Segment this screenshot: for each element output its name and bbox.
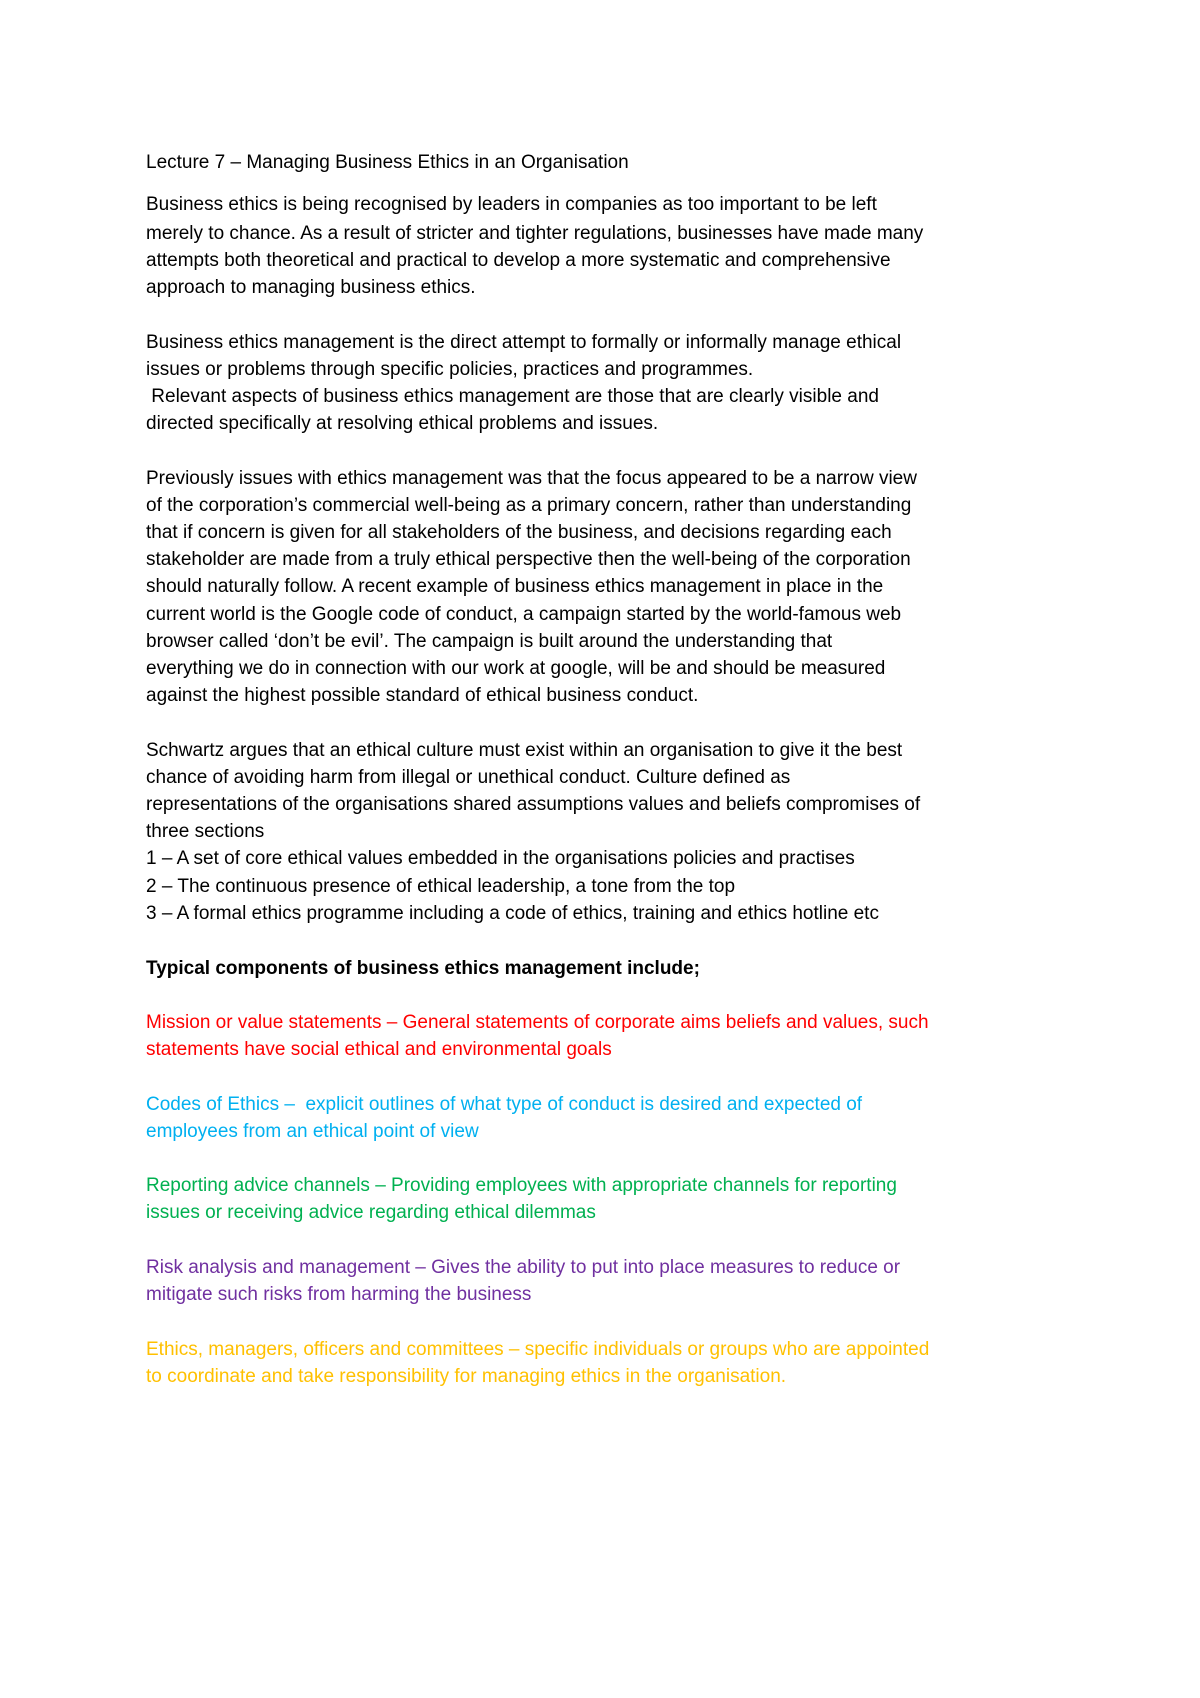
list-item: 3 – A formal ethics programme including a code of ethics, training and ethics hotline etc [146, 903, 879, 924]
text-line: Previously issues with ethics management was that the focus appeared to be a narrow view [146, 468, 917, 489]
text-line: Mission or value statements – General statements of corporate aims beliefs and values, such [146, 1012, 929, 1033]
text-line: should naturally follow. A recent example of business ethics management in place in the [146, 576, 884, 597]
text-line: Codes of Ethics – explicit outlines of what type of conduct is desired and expected of [146, 1094, 863, 1115]
text-line: Relevant aspects of business ethics management are those that are clearly visible and [146, 386, 879, 407]
list-item: 1 – A set of core ethical values embedded in the organisations policies and practises [146, 848, 855, 869]
text-line: issues or problems through specific policies, practices and programmes. [146, 359, 754, 380]
text-line: against the highest possible standard of ethical business conduct. [146, 685, 699, 706]
text-line: directed specifically at resolving ethical problems and issues. [146, 413, 659, 434]
text-line: attempts both theoretical and practical to develop a more systematic and comprehensive [146, 250, 891, 271]
components-heading: Typical components of business ethics management include; [146, 958, 700, 979]
text-line: stakeholder are made from a truly ethical perspective then the well-being of the corporation [146, 549, 911, 570]
text-line: browser called ‘don’t be evil’. The campaign is built around the understanding that [146, 631, 833, 652]
text-line: employees from an ethical point of view [146, 1121, 479, 1142]
text-line: representations of the organisations shared assumptions values and beliefs compromises of [146, 794, 921, 815]
text-line: Schwartz argues that an ethical culture must exist within an organisation to give it the best [146, 740, 903, 761]
text-line: that if concern is given for all stakeholders of the business, and decisions regarding each [146, 522, 892, 543]
text-line: everything we do in connection with our work at google, will be and should be measured [146, 658, 886, 679]
text-line: to coordinate and take responsibility for managing ethics in the organisation. [146, 1366, 787, 1387]
text-line: statements have social ethical and environmental goals [146, 1039, 612, 1060]
text-line: merely to chance. As a result of stricter and tighter regulations, businesses have made many [146, 223, 924, 244]
text-line: current world is the Google code of conduct, a campaign started by the world-famous web [146, 604, 902, 625]
text-line: Reporting advice channels – Providing employees with appropriate channels for reporting [146, 1175, 897, 1196]
text-line: three sections [146, 821, 265, 842]
text-line: Business ethics is being recognised by leaders in companies as too important to be left [146, 194, 877, 215]
text-line: chance of avoiding harm from illegal or unethical conduct. Culture defined as [146, 767, 791, 788]
document-title: Lecture 7 – Managing Business Ethics in an Organisation [146, 152, 629, 173]
list-item: 2 – The continuous presence of ethical leadership, a tone from the top [146, 876, 736, 897]
text-line: Business ethics management is the direct attempt to formally or informally manage ethical [146, 332, 902, 353]
text-line: approach to managing business ethics. [146, 277, 476, 298]
text-line: Ethics, managers, officers and committees – specific individuals or groups who are appointed [146, 1339, 930, 1360]
text-line: Risk analysis and management – Gives the ability to put into place measures to reduce or [146, 1257, 901, 1278]
text-line: of the corporation’s commercial well-being as a primary concern, rather than understanding [146, 495, 912, 516]
text-line: mitigate such risks from harming the business [146, 1284, 532, 1305]
text-line: issues or receiving advice regarding ethical dilemmas [146, 1202, 596, 1223]
